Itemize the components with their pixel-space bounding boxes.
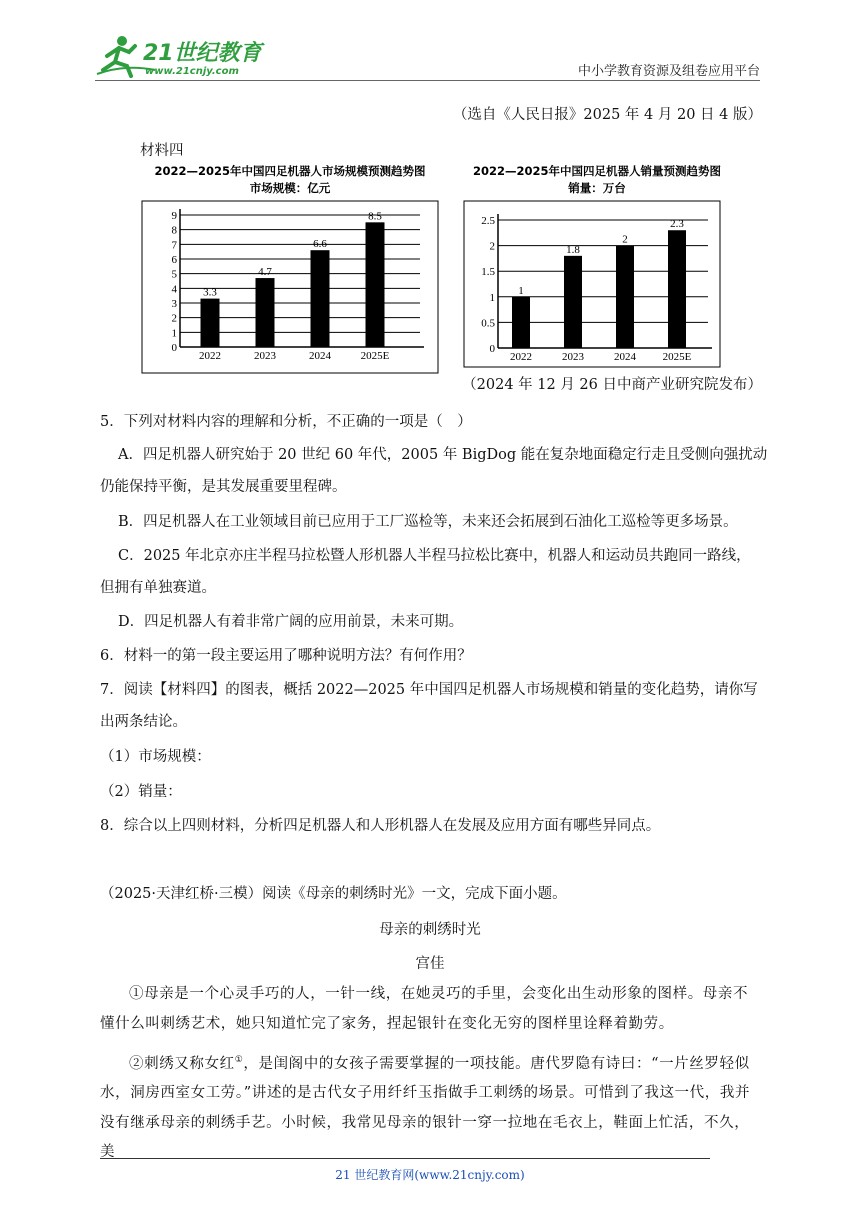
p2-start: ②刺绣又称女红 [129, 1055, 235, 1072]
option-b: B．四足机器人在工业领域目前已应用于工厂巡检等，未来还会拓展到石油化工巡检等更多场景。 [118, 514, 738, 530]
y-tick-label: 7 [171, 239, 177, 252]
y-tick-label: 8 [171, 224, 177, 237]
data-label: 4.7 [258, 266, 272, 279]
y-tick-label: 0 [489, 343, 495, 355]
bar [512, 297, 530, 348]
bar [256, 278, 275, 347]
article-author: 宫佳 [415, 956, 445, 972]
logo-21cnjy [95, 34, 270, 78]
chart-unit-label: 市场规模：亿元 [249, 181, 331, 195]
x-tick-label: 2024 [614, 351, 636, 363]
chart-title: 2022—2025年中国四足机器人市场规模预测趋势图 [154, 164, 426, 178]
question-7-sub1: （1）市场规模： [100, 749, 211, 765]
x-tick-label: 2023 [254, 350, 276, 362]
logo-text: 21世纪教育 [143, 41, 262, 66]
footer-link[interactable]: 21 世纪教育网(www.21cnjy.com) [335, 1168, 525, 1182]
bar [201, 299, 220, 347]
material-label: 材料四 [140, 143, 184, 159]
data-label: 2.3 [670, 218, 684, 231]
data-label: 8.5 [368, 210, 382, 223]
y-tick-label: 1 [171, 327, 177, 340]
y-tick-label: 0 [171, 342, 177, 354]
bar [668, 230, 686, 348]
chart-title: 2022—2025年中国四足机器人销量预测趋势图 [472, 164, 722, 178]
bar [366, 222, 385, 347]
question-6: 6．材料一的第一段主要运用了哪种说明方法？有何作用？ [100, 648, 472, 664]
y-tick-label: 2 [171, 312, 177, 325]
article-title: 母亲的刺绣时光 [379, 922, 481, 938]
data-label: 3.3 [203, 286, 217, 299]
data-label: 1.8 [566, 243, 580, 256]
footer-divider [100, 1158, 710, 1159]
bar [564, 256, 582, 348]
reading-intro: （2025·天津红桥·三模）阅读《母亲的刺绣时光》一文，完成下面小题。 [100, 886, 567, 902]
x-tick-label: 2025E [360, 350, 390, 362]
y-tick-label: 2 [489, 240, 495, 253]
option-c-cont: 但拥有单独赛道。 [100, 580, 216, 596]
page-header [95, 30, 760, 82]
question-7: 7．阅读【材料四】的图表，概括 2022—2025 年中国四足机器人市场规模和销量的变化趋势，请你写 [100, 682, 758, 698]
x-tick-label: 2024 [309, 350, 331, 362]
data-label: 6.6 [313, 238, 327, 251]
question-8: 8．综合以上四则材料，分析四足机器人和人形机器人在发展及应用方面有哪些异同点。 [100, 818, 661, 834]
y-tick-label: 4 [171, 283, 177, 296]
market-size-chart [140, 163, 440, 375]
footnote-marker: ① [234, 1055, 244, 1065]
option-a-cont: 仍能保持平衡，是其发展重要里程碑。 [100, 479, 347, 495]
y-tick-label: 3 [171, 298, 177, 310]
bar [616, 246, 634, 348]
chart-source: （2024 年 12 月 26 日中商产业研究院发布） [462, 377, 762, 393]
y-tick-label: 9 [171, 210, 177, 222]
data-label: 2 [622, 233, 628, 246]
platform-name: 中小学教育资源及组卷应用平台 [577, 64, 760, 79]
x-tick-label: 2025E [662, 351, 692, 363]
option-a: A．四足机器人研究始于 20 世纪 60 年代，2005 年 BigDog 能在复杂地面稳定行走且受侧向强扰动 [118, 447, 768, 463]
question-7-cont: 出两条结论。 [100, 714, 187, 730]
y-tick-label: 5 [171, 268, 177, 281]
article-paragraph-2 [100, 1046, 762, 1168]
source-citation: （选自《人民日报》2025 年 4 月 20 日 4 版） [452, 107, 762, 123]
p2-rest: ，是闺阁中的女孩子需要掌握的一项技能。唐代罗隐有诗曰：“一片丝罗轻似水，洞房西室女工劳。”讲述的是古代女子用纤纤玉指做手工刺绣的场景。可惜到了我这一代，我并没有继承母亲的刺绣手艺。小时候，我常见母亲的银针一穿一拉地在毛衣上，鞋面上忙活，不久，美 [100, 1055, 751, 1161]
question-5-stem: 5．下列对材料内容的理解和分析，不正确的一项是（ ） [100, 414, 472, 430]
x-tick-label: 2022 [199, 350, 221, 362]
bar [311, 250, 330, 347]
header-divider [95, 80, 760, 81]
question-7-sub2: （2）销量： [100, 784, 182, 800]
y-tick-label: 1.5 [481, 266, 495, 279]
y-tick-label: 6 [171, 254, 177, 266]
x-tick-label: 2023 [562, 351, 584, 363]
option-d: D．四足机器人有着非常广阔的应用前景，未来可期。 [118, 614, 464, 630]
x-tick-label: 2022 [510, 351, 532, 363]
logo-url: www.21cnjy.com [145, 66, 239, 77]
article-paragraph-1: ①母亲是一个心灵手巧的人，一针一线，在她灵巧的手里，会变化出生动形象的图样。母亲不懂什么叫刺绣艺术，她只知道忙完了家务，捏起银针在变化无穷的图样里诠释着勤劳。 [100, 986, 749, 1032]
chart-unit-label: 销量：万台 [568, 181, 626, 195]
y-tick-label: 0.5 [481, 317, 495, 330]
y-tick-label: 1 [489, 291, 495, 304]
data-label: 1 [518, 284, 524, 297]
option-c: C．2025 年北京亦庄半程马拉松暨人形机器人半程马拉松比赛中，机器人和运动员共跑同一路线， [118, 548, 751, 564]
y-tick-label: 2.5 [481, 215, 495, 227]
sales-volume-chart [462, 163, 722, 375]
